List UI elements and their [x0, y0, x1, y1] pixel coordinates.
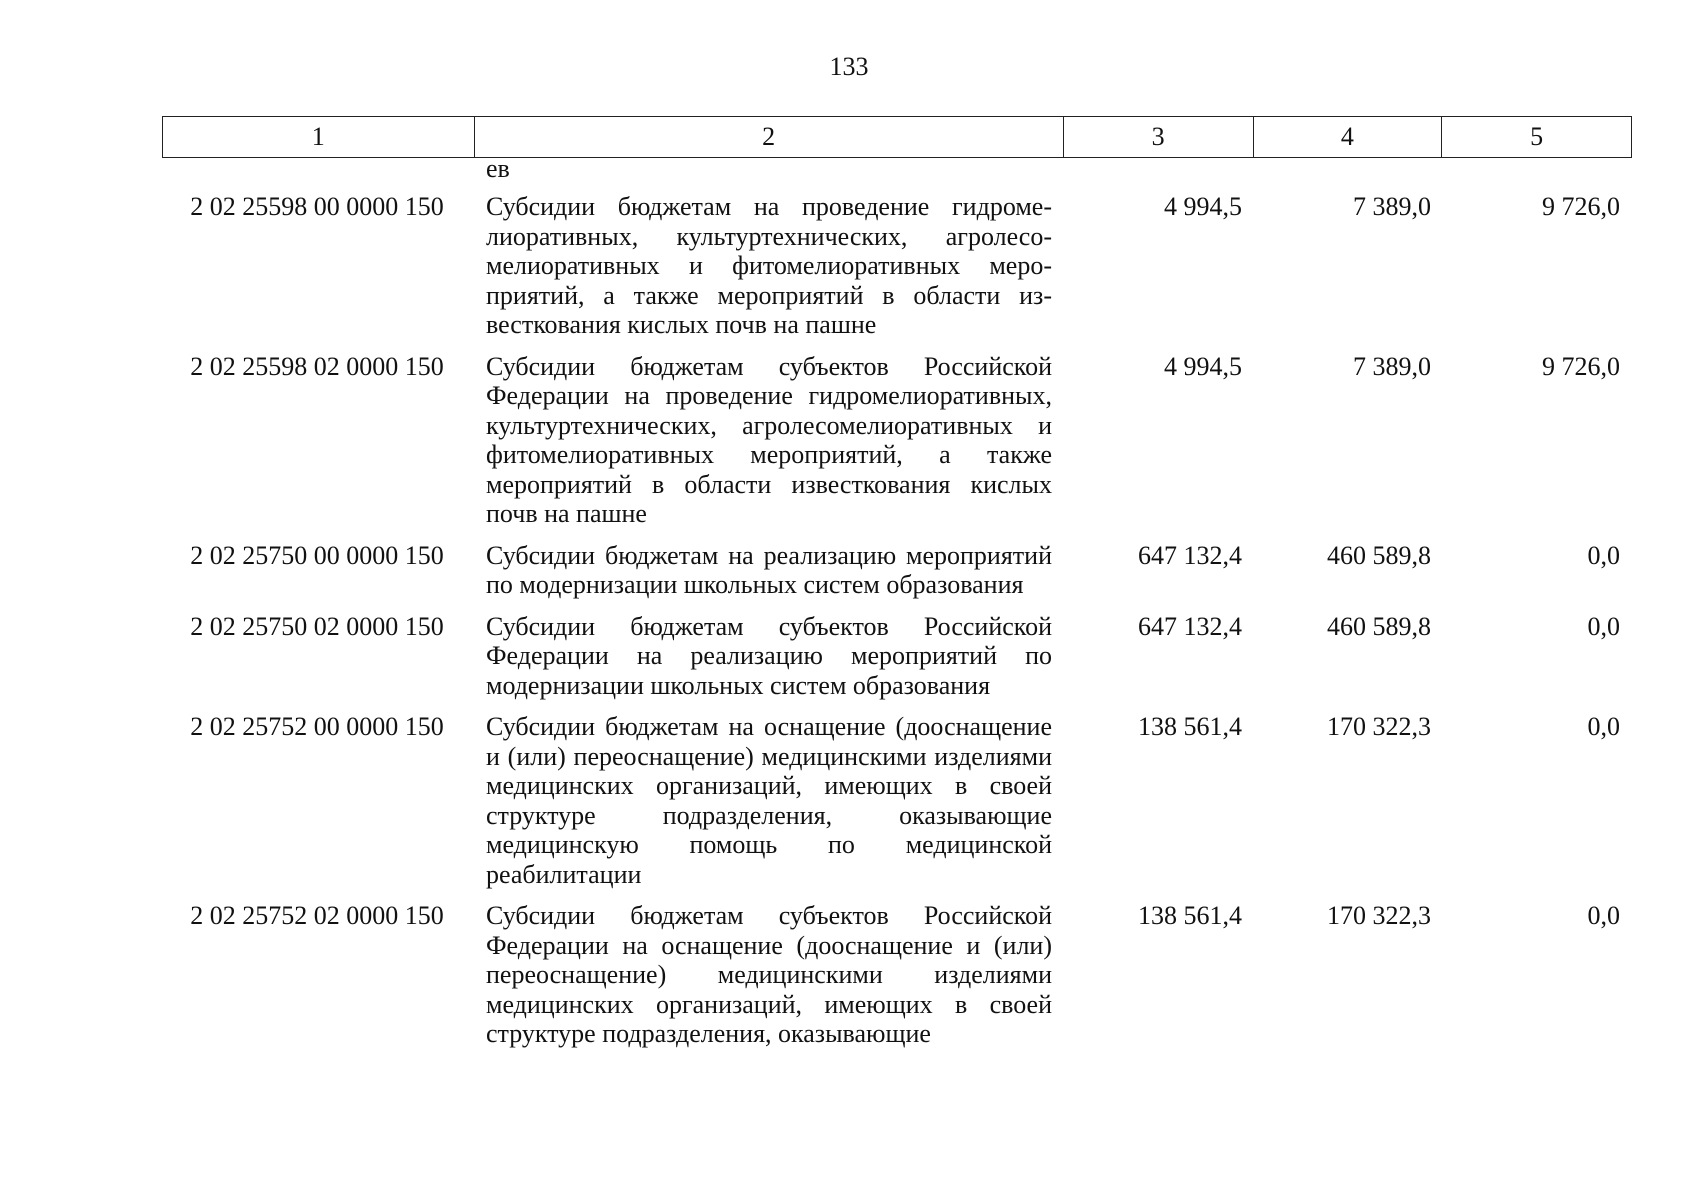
- value-col-5: 0,0: [1587, 611, 1620, 641]
- value-col-4: 170 322,3: [1327, 901, 1431, 930]
- budget-code: 2 02 25750 02 0000 150: [190, 611, 444, 641]
- value-col-5: 9 726,0: [1542, 351, 1620, 381]
- header-cell-5: 5: [1530, 122, 1544, 151]
- budget-code: 2 02 25598 00 0000 150: [190, 192, 444, 221]
- value-col-5: 0,0: [1587, 540, 1620, 570]
- row-description: Субсидии бюджетам субъектов Российской Федерации на оснащение (дооснащение и (или) переоснащение) медицинскими изделиями медицинских организаций, имеющих в своей структуре подразделения, оказывающие: [486, 901, 1052, 1048]
- budget-code: 2 02 25752 00 0000 150: [190, 712, 444, 741]
- budget-code: 2 02 25750 00 0000 150: [190, 540, 444, 570]
- value-col-3: 647 132,4: [1138, 611, 1242, 641]
- table-row: [162, 712, 1632, 889]
- table-row: [162, 612, 1632, 701]
- continuation-text: ев: [486, 154, 510, 183]
- budget-table: [162, 116, 1632, 1061]
- value-col-3: 4 994,5: [1164, 351, 1242, 381]
- value-col-4: 170 322,3: [1327, 712, 1431, 741]
- value-col-5: 9 726,0: [1542, 192, 1620, 221]
- continuation-row: [162, 154, 1632, 192]
- table-header-row: [162, 116, 1632, 158]
- value-col-4: 460 589,8: [1327, 611, 1431, 641]
- row-description: Субсидии бюджетам на оснащение (дооснащение и (или) переоснащение) медицинскими изделиями медицинских организаций, имеющих в своей структуре подразделения, оказывающие медицинскую помощь по медицинской реабилитации: [486, 712, 1052, 889]
- budget-code: 2 02 25752 02 0000 150: [190, 901, 444, 930]
- row-description: Субсидии бюджетам субъектов Российской Федерации на реализацию мероприятий по модернизации школьных систем образования: [486, 611, 1052, 700]
- row-description: Субсидии бюджетам на проведение гидромелиоративных, культуртехнических, агролесомелиоративных и фитомелиоративных мероприятий, а также мероприятий в области известкования кислых почв на пашне: [486, 192, 1052, 339]
- header-cell-3: 3: [1064, 117, 1254, 157]
- value-col-4: 7 389,0: [1353, 351, 1431, 381]
- value-col-3: 4 994,5: [1164, 192, 1242, 221]
- value-col-3: 647 132,4: [1138, 540, 1242, 570]
- row-description: Субсидии бюджетам на реализацию мероприятий по модернизации школьных систем образования: [486, 540, 1052, 599]
- table-row: [162, 541, 1632, 600]
- continuation-code-cell: [162, 158, 474, 192]
- budget-code: 2 02 25598 02 0000 150: [190, 351, 444, 381]
- value-col-4: 7 389,0: [1353, 192, 1431, 221]
- value-col-5: 0,0: [1587, 712, 1620, 741]
- header-cell-2: 2: [475, 117, 1064, 157]
- page-number: 133: [829, 52, 869, 81]
- value-col-5: 0,0: [1587, 901, 1620, 930]
- table-row: [162, 192, 1632, 340]
- row-description: Субсидии бюджетам субъектов Российской Федерации на проведение гидромелиоративных, культуртехнических, агролесомелиоративных и фитомелиоративных мероприятий, а также мероприятий в области известкования кислых почв на пашне: [486, 351, 1052, 528]
- header-cell-4: 4: [1254, 117, 1443, 157]
- value-col-3: 138 561,4: [1138, 712, 1242, 741]
- header-cell-1: 1: [163, 117, 475, 157]
- table-row: [162, 901, 1632, 1049]
- table-row: [162, 352, 1632, 529]
- value-col-4: 460 589,8: [1327, 540, 1431, 570]
- value-col-3: 138 561,4: [1138, 901, 1242, 930]
